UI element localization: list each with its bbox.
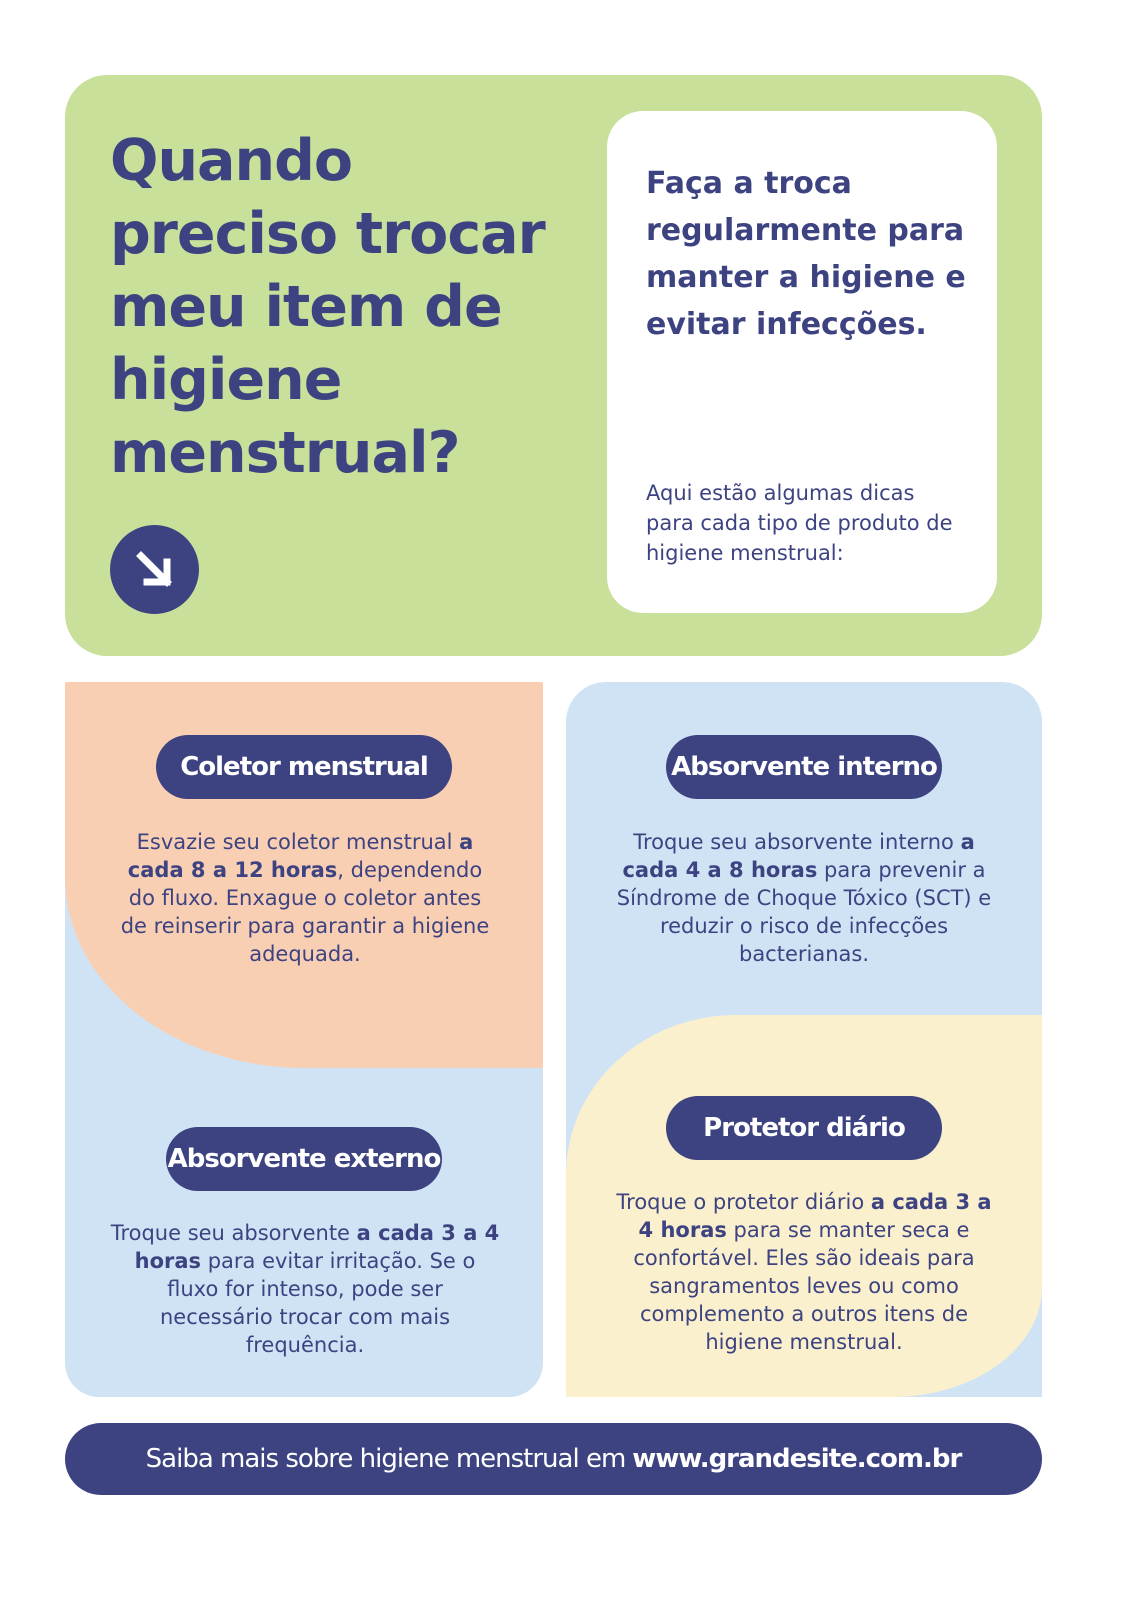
footer-link[interactable]: www.grandesite.com.br: [632, 1444, 962, 1474]
section-title-coletor: Coletor menstrual: [156, 735, 452, 799]
intro-heading: Faça a troca regularmente para manter a higiene e evitar infecções.: [646, 166, 966, 342]
intro-body: Aqui estão algumas dicas para cada tipo de produto de higiene menstrual:: [646, 481, 953, 565]
section-title-interno: Absorvente interno: [666, 735, 942, 799]
section-text-coletor: Esvazie seu coletor menstrual a cada 8 a 12 horas, dependendo do fluxo. Enxague o coletor antes de reinserir para garantir a higiene adequada.: [120, 830, 490, 966]
arrow-down-right-icon: [110, 525, 199, 614]
section-title-externo: Absorvente externo: [166, 1127, 442, 1191]
footer-text: Saiba mais sobre higiene menstrual em: [145, 1444, 626, 1474]
footer-bar: [65, 1423, 1042, 1495]
section-text-externo: Troque seu absorvente a cada 3 a 4 horas para evitar irritação. Se o fluxo for intenso, pode ser necessário trocar com mais frequência.: [110, 1221, 500, 1357]
section-title-protetor: Protetor diário: [666, 1096, 942, 1160]
right-panel: [566, 682, 1042, 1397]
page-title: Quando preciso trocar meu item de higiene menstrual?: [110, 128, 545, 486]
section-text-interno: Troque seu absorvente interno a cada 4 a 8 horas para prevenir a Síndrome de Choque Tóxico (SCT) e reduzir o risco de infecções bacterianas.: [616, 830, 992, 966]
section-text-protetor: Troque o protetor diário a cada 3 a 4 horas para se manter seca e confortável. Eles são ideais para sangramentos leves ou como complemento a outros itens de higiene menstrual.: [616, 1190, 992, 1354]
left-panel: [65, 682, 543, 1397]
